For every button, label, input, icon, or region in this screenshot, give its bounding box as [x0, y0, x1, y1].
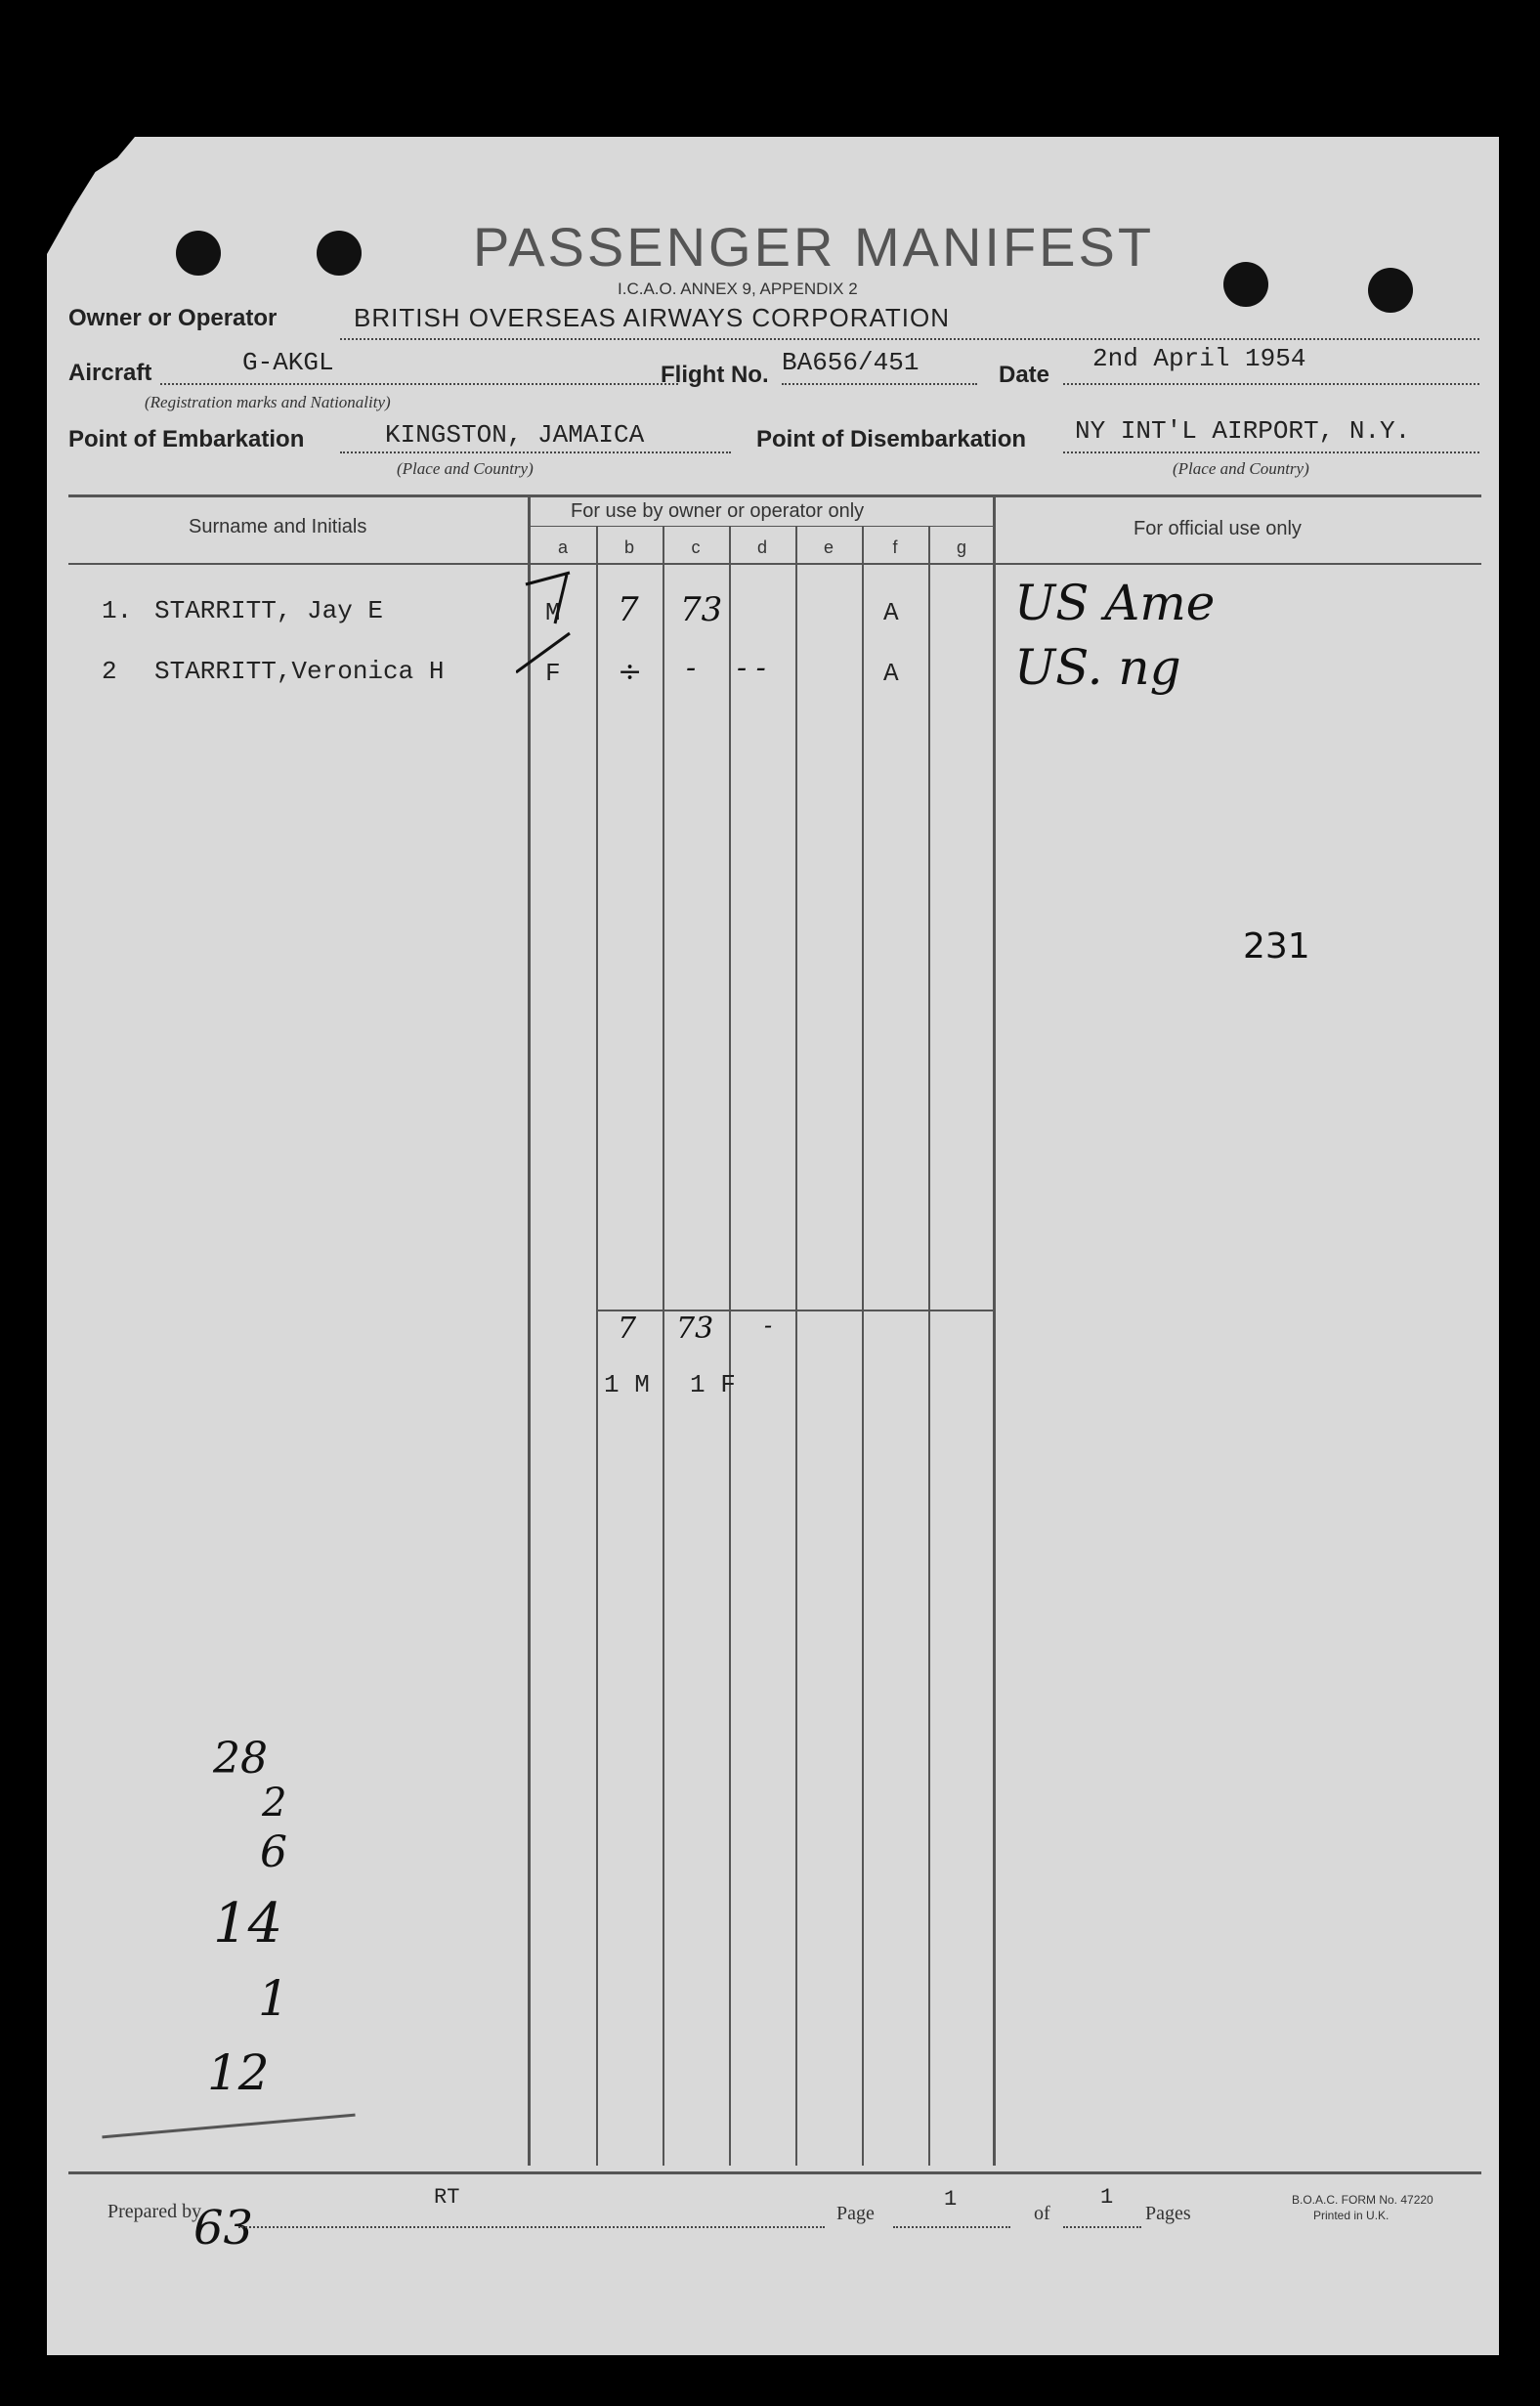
owner-value: BRITISH OVERSEAS AIRWAYS CORPORATION: [354, 303, 951, 332]
row-number: 2: [102, 657, 117, 686]
count-male: 1 M: [604, 1370, 650, 1399]
owner-label: Owner or Operator: [68, 305, 278, 331]
flight-label: Flight No.: [661, 362, 769, 388]
cell-b: ÷: [618, 655, 643, 689]
date-value: 2nd April 1954: [1092, 344, 1306, 373]
tally-underline: [102, 2114, 355, 2139]
embarkation-label: Point of Embarkation: [68, 426, 305, 452]
total-c: 73: [676, 1311, 714, 1346]
prepared-value: RT: [434, 2185, 460, 2210]
aircraft-note: (Registration marks and Nationality): [145, 393, 391, 411]
of-value: 1: [1100, 2185, 1114, 2210]
subcol-f: f: [892, 537, 898, 557]
form-number: B.O.A.C. FORM No. 47220: [1292, 2193, 1433, 2207]
tally-value: 2: [262, 1781, 287, 1826]
manifest-sheet: [47, 137, 1499, 2355]
subcol-c: c: [691, 537, 701, 557]
cell-c: 73: [680, 590, 723, 629]
count-female: 1 F: [690, 1370, 736, 1399]
of-label: of: [1034, 2203, 1050, 2224]
subcol-e: e: [823, 537, 834, 557]
passenger-name: STARRITT, Jay E: [154, 596, 384, 625]
official-note: US. ng: [1014, 639, 1181, 696]
tally-value: 12: [207, 2044, 270, 2101]
row-number: 1.: [102, 596, 133, 625]
tally-value: 6: [260, 1827, 287, 1877]
aircraft-label: Aircraft: [68, 360, 152, 386]
disembarkation-label: Point of Disembarkation: [756, 426, 1027, 452]
subcol-d: d: [756, 537, 767, 557]
punch-hole: [1368, 268, 1413, 313]
embarkation-note: (Place and Country): [397, 459, 534, 478]
aircraft-value: G-AKGL: [242, 348, 334, 377]
punch-hole: [317, 231, 362, 276]
page-value: 1: [944, 2187, 958, 2212]
col-surname-header: Surname and Initials: [189, 516, 367, 537]
official-note: US Ame: [1014, 575, 1216, 631]
total-d: -: [764, 1311, 773, 1339]
subcol-a: a: [557, 537, 568, 557]
cell-c: -: [686, 651, 697, 685]
subcol-b: b: [623, 537, 634, 557]
check-mark: [516, 565, 575, 682]
tally-value: 14: [213, 1892, 283, 1955]
annex-ref: I.C.A.O. ANNEX 9, APPENDIX 2: [618, 279, 858, 298]
pages-label: Pages: [1145, 2203, 1191, 2224]
page-label: Page: [836, 2203, 875, 2224]
cell-f: A: [883, 598, 899, 627]
tally-value: 1: [258, 1970, 289, 2027]
prepared-signature: 63: [193, 2201, 254, 2256]
punch-hole: [1223, 262, 1268, 307]
embarkation-value: KINGSTON, JAMAICA: [385, 420, 645, 450]
cell-a: F: [545, 659, 561, 688]
cell-b: 7: [618, 590, 639, 629]
cell-a: M: [545, 598, 561, 627]
cell-d: - -: [737, 651, 766, 685]
flight-value: BA656/451: [782, 348, 920, 377]
total-b: 7: [618, 1311, 637, 1346]
col-official-header: For official use only: [1134, 518, 1302, 539]
torn-corner: [47, 137, 135, 254]
disembarkation-note: (Place and Country): [1173, 459, 1309, 478]
cell-f: A: [883, 659, 899, 688]
form-title: PASSENGER MANIFEST: [473, 216, 1155, 278]
stamp-number: 231: [1243, 926, 1310, 967]
subcol-g: g: [956, 537, 966, 557]
prepared-label: Prepared by: [107, 2201, 202, 2222]
tally-value: 28: [213, 1734, 268, 1783]
date-label: Date: [999, 362, 1050, 388]
passenger-name: STARRITT,Veronica H: [154, 657, 445, 686]
disembarkation-value: NY INT'L AIRPORT, N.Y.: [1075, 416, 1411, 446]
col-operator-header: For use by owner or operator only: [571, 500, 865, 522]
punch-hole: [176, 231, 221, 276]
printed-in: Printed in U.K.: [1313, 2209, 1390, 2222]
